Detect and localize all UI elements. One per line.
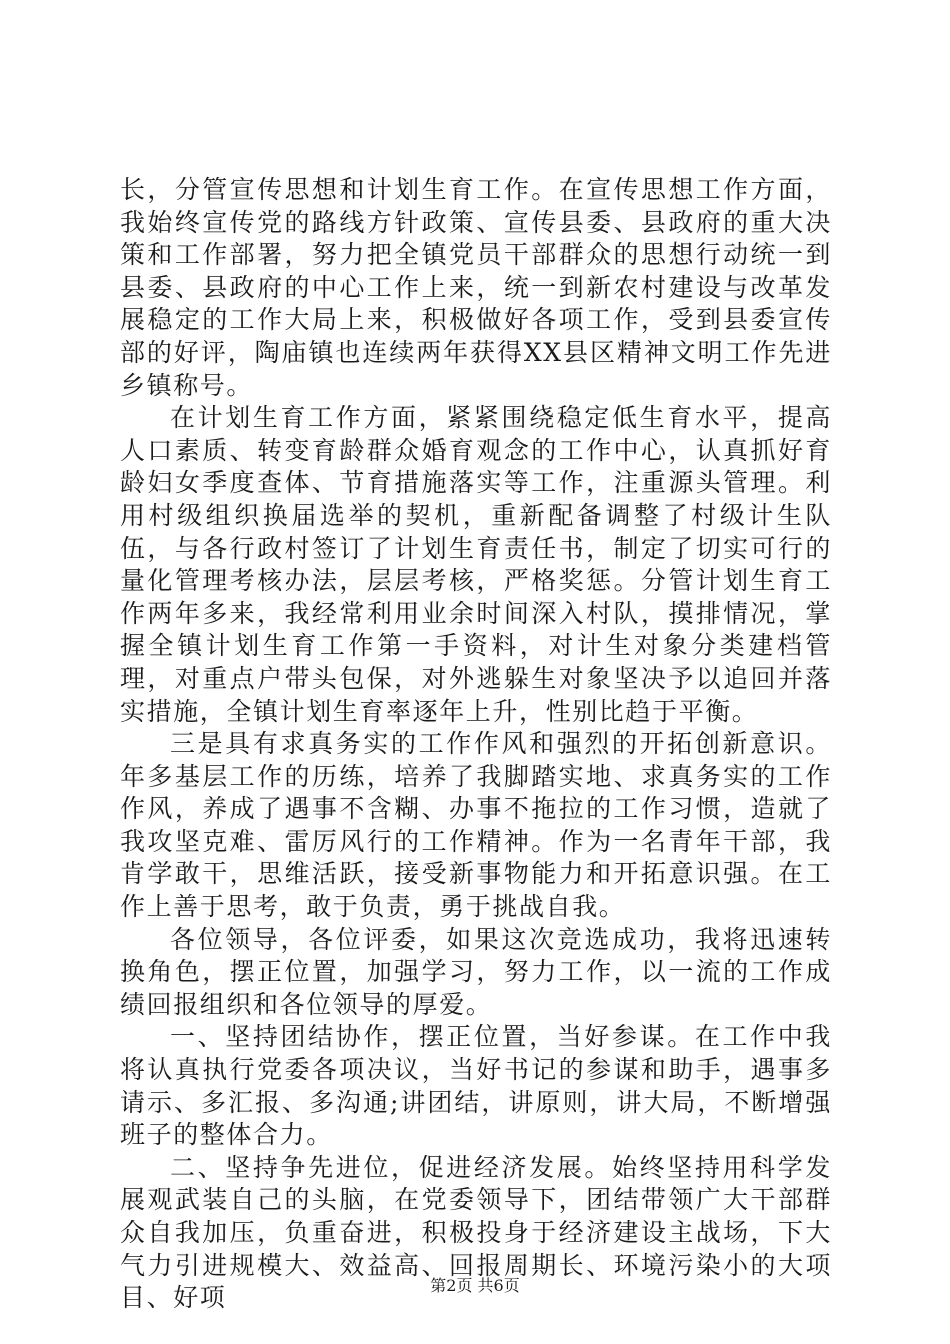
paragraph-address-leaders: 各位领导，各位评委，如果这次竞选成功，我将迅速转换角色，摆正位置，加强学习，努力工作，以一流的工作成绩回报组织和各位领导的厚爱。 xyxy=(120,924,832,1019)
paragraph-point-one: 一、坚持团结协作，摆正位置，当好参谋。在工作中我将认真执行党委各项决议，当好书记的参谋和助手，遇事多请示、多汇报、多沟通;讲团结，讲原则，讲大局，不断增强班子的整体合力。 xyxy=(120,1022,832,1150)
paragraph-point-two: 二、坚持争先进位，促进经济发展。始终坚持用科学发展观武装自己的头脑，在党委领导下，团结带领广大干部群众自我加压，负重奋进，积极投身于经济建设主战场，下大气力引进规模大、效益高、回报周期长、环境污染小的大项目、好项 xyxy=(120,1152,832,1313)
document-body xyxy=(120,174,832,1315)
paragraph-continuation: 长，分管宣传思想和计划生育工作。在宣传思想工作方面，我始终宣传党的路线方针政策、宣传县委、县政府的重大决策和工作部署，努力把全镇党员干部群众的思想行动统一到县委、县政府的中心工作上来，统一到新农村建设与改革发展稳定的工作大局上来，积极做好各项工作，受到县委宣传部的好评，陶庙镇也连续两年获得XX县区精神文明工作先进乡镇称号。 xyxy=(120,175,832,400)
page-number-footer: 第2页 共6页 xyxy=(430,1276,520,1295)
paragraph-family-planning: 在计划生育工作方面，紧紧围绕稳定低生育水平，提高人口素质、转变育龄群众婚育观念的工作中心，认真抓好育龄妇女季度查体、节育措施落实等工作，注重源头管理。利用村级组织换届选举的契机，重新配备调整了村级计生队伍，与各行政村签订了计划生育责任书，制定了切实可行的量化管理考核办法，层层考核，严格奖惩。分管计划生育工作两年多来，我经常利用业余时间深入村队，摸排情况，掌握全镇计划生育工作第一手资料，对计生对象分类建档管理，对重点户带头包保，对外逃躲生对象坚决予以追回并落实措施，全镇计划生育率逐年上升，性别比趋于平衡。 xyxy=(120,403,832,726)
paragraph-work-style: 三是具有求真务实的工作作风和强烈的开拓创新意识。年多基层工作的历练，培养了我脚踏实地、求真务实的工作作风，养成了遇事不含糊、办事不拖拉的工作习惯，造就了我攻坚克难、雷厉风行的工作精神。作为一名青年干部，我肯学敢干，思维活跃，接受新事物能力和开拓意识强。在工作上善于思考，敢于负责，勇于挑战自我。 xyxy=(120,729,832,922)
